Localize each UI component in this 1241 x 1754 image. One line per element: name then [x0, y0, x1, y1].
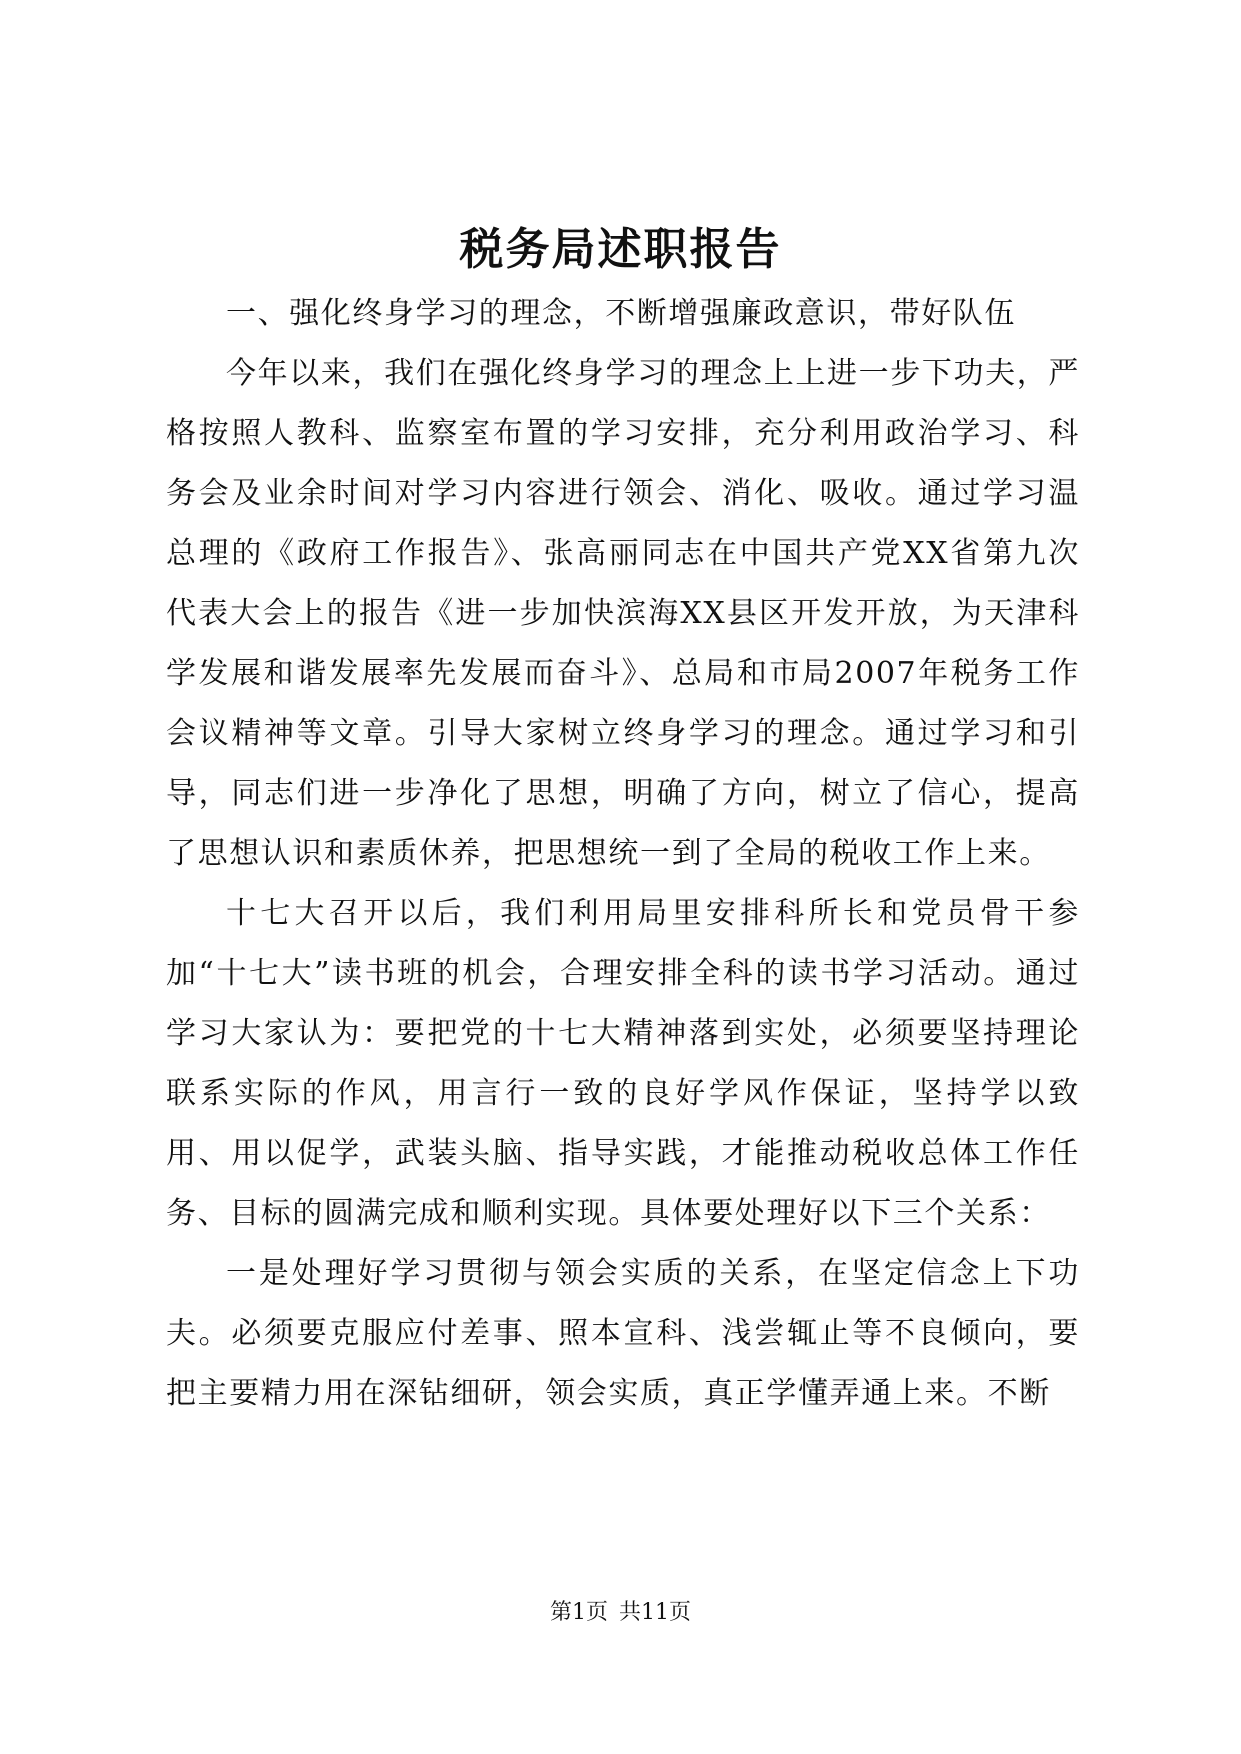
page-footer: [0, 1598, 1241, 1628]
paragraph: 今年以来，我们在强化终身学习的理念上上进一步下功夫，严格按照人教科、监察室布置的学习安排，充分利用政治学习、科务会及业余时间对学习内容进行领会、消化、吸收。通过学习温总理的《政府工作报告》、张高丽同志在中国共产党XX省第九次代表大会上的报告《进一步加快滨海XX县区开发开放，为天津科学发展和谐发展率先发展而奋斗》、总局和市局2007年税务工作会议精神等文章。引导大家树立终身学习的理念。通过学习和引导，同志们进一步净化了思想，明确了方向，树立了信心，提高了思想认识和素质休养，把思想统一到了全局的税收工作上来。: [166, 356, 1080, 871]
page-total: 共11页: [619, 1600, 691, 1625]
document-body: [166, 284, 1080, 1424]
section-heading: 一、强化终身学习的理念，不断增强廉政意识，带好队伍: [226, 296, 1016, 331]
document-title: 税务局述职报告: [459, 224, 782, 275]
page-number: 第1页: [550, 1600, 608, 1625]
paragraph: 一是处理好学习贯彻与领会实质的关系，在坚定信念上下功夫。必须要克服应付差事、照本宣科、浅尝辄止等不良倾向，要把主要精力用在深钻细研，领会实质，真正学懂弄通上来。不断: [166, 1256, 1080, 1411]
paragraph: 十七大召开以后，我们利用局里安排科所长和党员骨干参加“十七大”读书班的机会，合理安排全科的读书学习活动。通过学习大家认为：要把党的十七大精神落到实处，必须要坚持理论联系实际的作风，用言行一致的良好学风作保证，坚持学以致用、用以促学，武装头脑、指导实践，才能推动税收总体工作任务、目标的圆满完成和顺利实现。具体要处理好以下三个关系：: [166, 896, 1080, 1231]
